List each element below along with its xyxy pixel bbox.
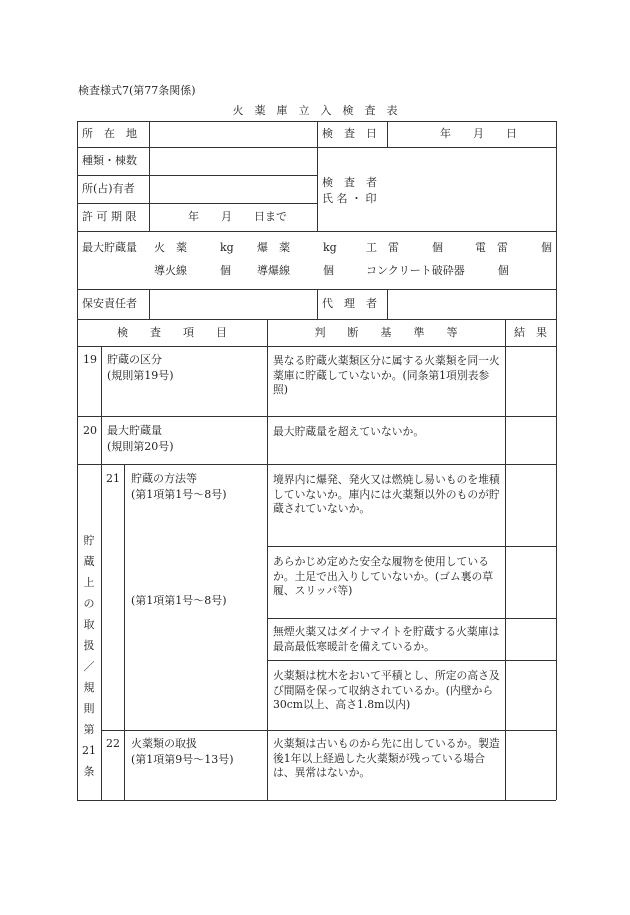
rule [267,546,556,547]
rule [101,730,556,731]
inspector-name-seal-label: 氏 名 ・ 印 [322,192,377,205]
rule [317,121,318,231]
form-label: 検査様式7(第77条関係) [78,84,196,97]
rule [124,464,125,800]
inspection-date-label: 検 査 日 [322,127,377,140]
rule [77,464,556,465]
row-22-reference: (第1項第9号～13号) [131,753,234,766]
column-header-result: 結 果 [514,326,547,339]
row-19-reference: (規則第19号) [107,369,174,382]
row-21-item: 貯蔵の方法等 [131,472,197,485]
owner-label: 所(占)有者 [82,182,135,195]
rule [149,289,150,319]
row-21-reference-repeat: (第1項第1号～8号) [131,594,227,607]
storage-detonating-cord: 導爆線 個 [257,264,334,277]
row-20-item: 最大貯蔵量 [107,424,162,437]
rule [149,121,150,231]
rule [556,121,557,800]
rule [77,203,317,204]
inspection-date-field[interactable]: 年 月 日 [440,127,517,140]
permit-period-value[interactable]: 年 月 日まで [188,210,287,223]
storage-gunpowder: 火 薬 kg [154,241,234,254]
rule [387,289,388,319]
storage-electric-detonators: 電 雷 個 [475,241,552,254]
row-21-criteria-2: あらかじめ定めた安全な履物を使用しているか。土足で出入りしていないか。(ゴム裏の草履、スリッパ等) [273,555,494,597]
row-20-reference: (規則第20号) [107,440,174,453]
type-count-label: 種類・棟数 [82,154,137,167]
storage-concrete-breaker: コンクリート破砕器 個 [366,264,509,277]
row-21-number: 21 [106,472,120,485]
row-22-criteria: 火薬類は古いものから先に出しているか。製造後1年以上経過した火薬類が残っている場合は、異常はないか。 [273,737,500,779]
row-19-item: 貯蔵の区分 [107,353,162,366]
security-manager-label: 保安責任者 [82,297,137,310]
column-header-items: 検 査 項 目 [117,326,227,339]
row-22-number: 22 [106,737,120,750]
page-title: 火 薬 庫 立 入 検 査 表 [232,104,398,117]
column-header-criteria: 判 断 基 準 等 [314,326,458,339]
row-19-number: 19 [83,353,97,366]
row-21-criteria-3: 無煙火薬又はダイナマイトを貯蔵する火薬庫は最高最低寒暖計を備えているか。 [273,625,500,653]
permit-period-label: 許 可 期 限 [82,210,137,223]
rule [317,289,318,319]
rule [77,121,78,800]
rule [505,319,506,800]
storage-explosives: 爆 薬 kg [257,241,337,254]
deputy-label: 代 理 者 [322,297,377,310]
row-22-item: 火薬類の取扱 [131,737,197,750]
max-storage-label: 最大貯蔵量 [82,241,137,254]
rule [77,800,556,801]
inspector-label: 検 査 者 [322,176,377,189]
storage-safety-fuse: 導火線 個 [154,264,231,277]
row-21-criteria-4: 火薬類は枕木をおいて平積とし、所定の高さ及び間隔を保って収納されているか。(内壁から30cm以上、高さ1.8m以内) [273,669,500,711]
rule [77,319,556,320]
rule [101,346,102,800]
row-21-reference: (第1項第1号～8号) [131,488,227,501]
row-20-number: 20 [83,424,97,437]
rule [77,231,556,232]
rule [267,319,268,800]
location-label: 所 在 地 [82,127,137,140]
row-21-criteria-1: 境界内に爆発、発火又は燃焼し易いものを堆積していないか。庫内には火薬類以外のものが貯蔵されていないか。 [273,473,500,515]
rule [267,618,556,619]
rule [267,660,556,661]
storage-industrial-detonators: 工 雷 個 [366,241,443,254]
rule [77,416,556,417]
row-20-criteria: 最大貯蔵量を超えていないか。 [273,425,425,438]
rule [77,175,317,176]
rule [387,121,388,147]
rule [77,346,556,347]
group-label-storage-handling: 貯蔵上の取扱／規則第21条 [82,534,96,778]
row-19-criteria: 異なる貯蔵火薬類区分に属する火薬類を同一火薬庫に貯蔵していないか。(同条第1項別表参照) [273,354,500,396]
